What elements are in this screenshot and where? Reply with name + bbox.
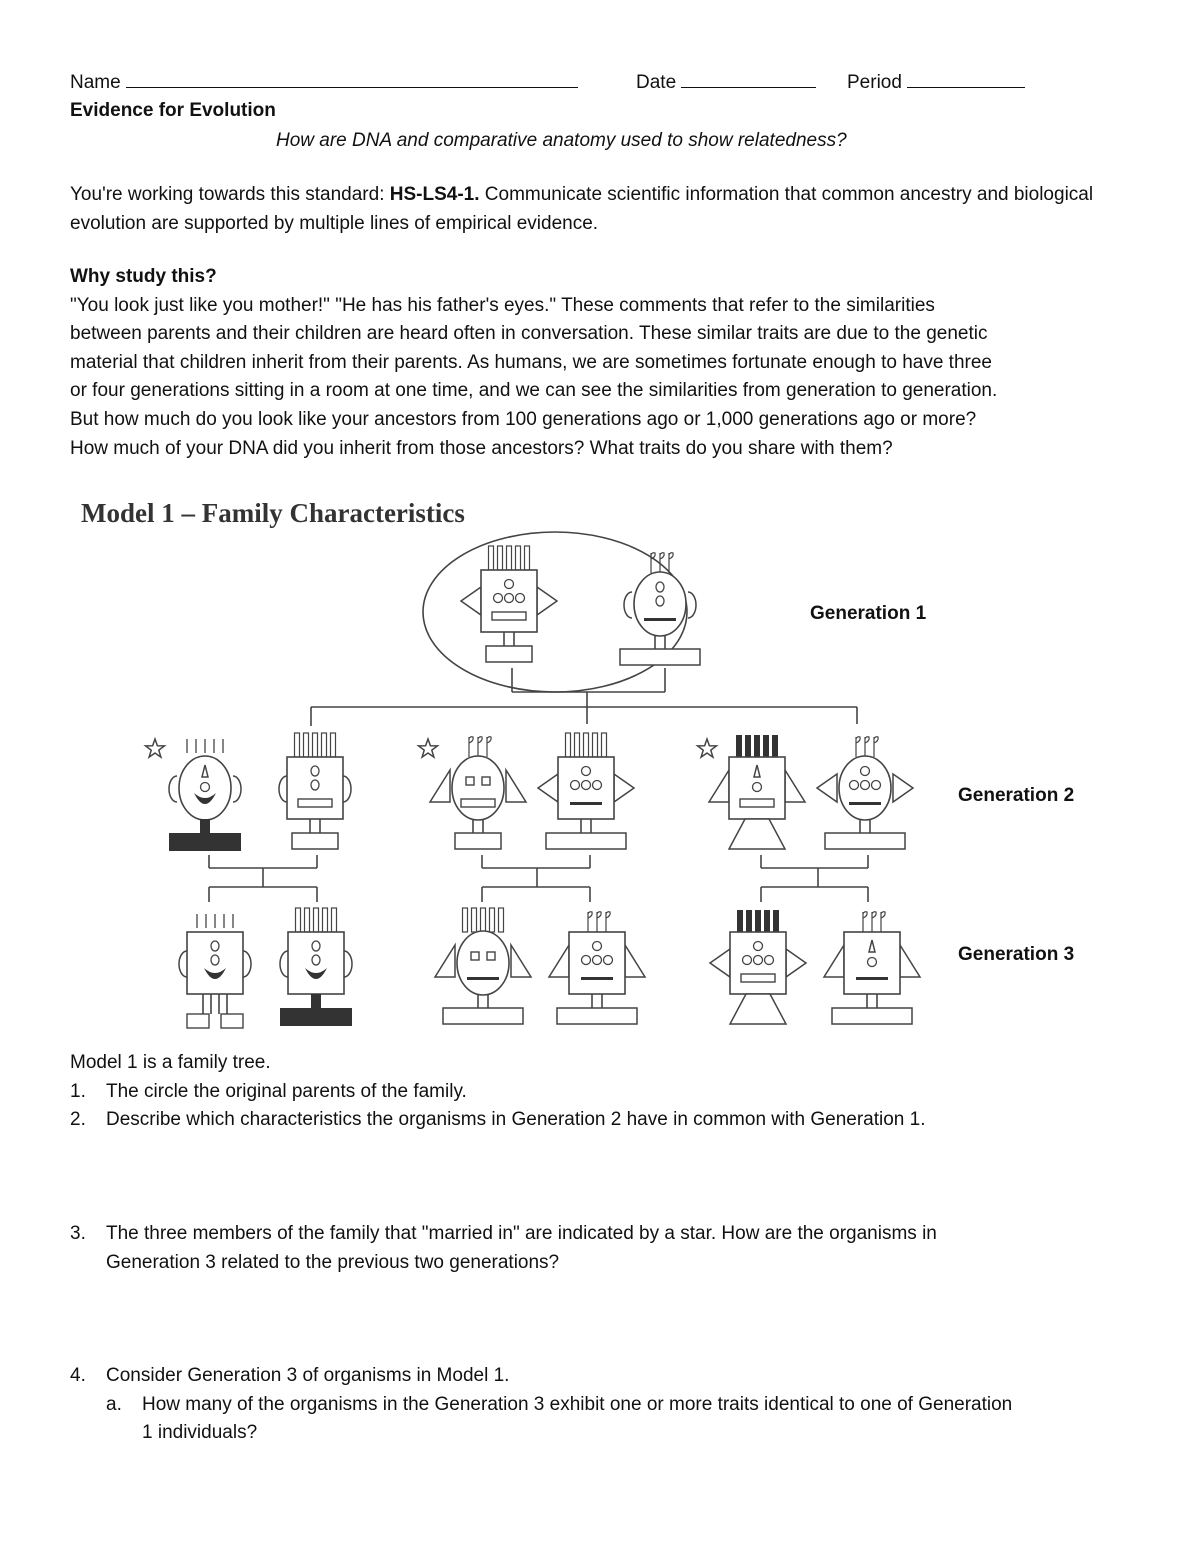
- comb-hair: [314, 908, 319, 932]
- comb-hair: [490, 908, 495, 932]
- question-4: 4. Consider Generation 3 of organisms in Model 1. a. How many of the organisms in the Generation 3 exhibit one or more traits identical to one of Generation 1 individuals?: [70, 1365, 1013, 1444]
- round-ear: [624, 592, 632, 618]
- foot: [187, 1014, 209, 1028]
- round-ear: [179, 951, 187, 977]
- organism: [549, 912, 645, 1024]
- curly-hair: [651, 553, 655, 573]
- wing-ear: [900, 945, 920, 977]
- why-heading: Why study this?: [70, 266, 217, 287]
- why-line: material that children inherit from their parents. As humans, we are sometimes fortunate enough to have three: [70, 351, 992, 373]
- organism: [538, 733, 634, 849]
- curly-hair: [872, 912, 876, 932]
- round-ear: [688, 592, 696, 618]
- round-ear: [243, 951, 251, 977]
- wing-ear: [506, 770, 526, 802]
- organism: [169, 739, 241, 851]
- question-1: 1. The circle the original parents of the family.: [70, 1080, 467, 1102]
- comb-hair: [499, 908, 504, 932]
- organism: [179, 914, 251, 1028]
- question-3: 3. The three members of the family that "married in" are indicated by a star. How are the organisms in Generation 3 related to the previous two generations?: [70, 1223, 937, 1273]
- organism: [817, 737, 913, 849]
- bold-hair: [772, 735, 778, 757]
- comb-hair: [566, 733, 571, 757]
- line-mouth: [644, 618, 676, 621]
- comb-hair: [304, 733, 309, 757]
- curly-hair: [874, 737, 878, 757]
- bold-hair: [754, 735, 760, 757]
- model-intro: Model 1 is a family tree.: [70, 1052, 271, 1073]
- triangle-ear: [893, 774, 913, 802]
- wing-ear: [430, 770, 450, 802]
- curly-hair: [863, 912, 867, 932]
- organism: [824, 912, 920, 1024]
- why-line: How much of your DNA did you inherit from those ancestors? What traits do you share with them?: [70, 437, 893, 459]
- pedestal-base: [455, 833, 501, 849]
- line-mouth: [849, 802, 881, 805]
- bold-hair: [737, 910, 743, 932]
- dark-base: [169, 833, 241, 851]
- generation-2-label: Generation 2: [958, 785, 1075, 806]
- comb-hair: [332, 908, 337, 932]
- bold-hair: [745, 735, 751, 757]
- pedestal-base: [825, 833, 905, 849]
- organism: [620, 553, 700, 665]
- curly-hair: [669, 553, 673, 573]
- organism: [280, 908, 352, 1026]
- organism: [430, 737, 526, 849]
- foot: [221, 1014, 243, 1028]
- comb-hair: [323, 908, 328, 932]
- standard-intro: You're working towards this standard:: [70, 184, 385, 205]
- dark-neck: [200, 819, 210, 833]
- triangle-ear: [538, 774, 558, 802]
- wing-ear: [511, 945, 531, 977]
- bold-hair: [736, 735, 742, 757]
- name-label: Name: [70, 72, 121, 93]
- cone-base: [729, 819, 785, 849]
- triangle-ear: [537, 587, 557, 615]
- comb-hair: [313, 733, 318, 757]
- round-ear: [343, 776, 351, 802]
- bold-hair: [763, 735, 769, 757]
- organism: [461, 546, 557, 662]
- round-ear: [169, 776, 177, 802]
- wing-ear: [549, 945, 569, 977]
- generation-3-label: Generation 3: [958, 944, 1075, 965]
- generation-1-label: Generation 1: [810, 603, 927, 624]
- star-icon: [698, 739, 717, 757]
- organism: [710, 910, 806, 1024]
- organism: [435, 908, 531, 1024]
- comb-hair: [481, 908, 486, 932]
- standard-text-1: Communicate scientific information that common ancestry and biological: [484, 184, 1094, 205]
- wing-ear: [625, 945, 645, 977]
- comb-hair: [305, 908, 310, 932]
- why-line: "You look just like you mother!" "He has his father's eyes." These comments that refer to the similarities: [70, 294, 935, 316]
- why-line: But how much do you look like your ancestors from 100 generations ago or 1,000 generations ago or more?: [70, 408, 977, 430]
- why-line: between parents and their children are heard often in conversation. These similar traits are due to the genetic: [70, 323, 988, 345]
- round-ear: [233, 776, 241, 802]
- pedestal-base: [832, 1008, 912, 1024]
- triangle-ear: [786, 949, 806, 977]
- comb-hair: [463, 908, 468, 932]
- period-label: Period: [847, 72, 902, 93]
- comb-hair: [322, 733, 327, 757]
- pedestal-base: [546, 833, 626, 849]
- line-mouth: [467, 977, 499, 980]
- comb-hair: [489, 546, 494, 570]
- triangle-ear: [461, 587, 481, 615]
- bold-hair: [746, 910, 752, 932]
- comb-hair: [331, 733, 336, 757]
- comb-hair: [602, 733, 607, 757]
- model-title: Model 1 – Family Characteristics: [81, 498, 465, 528]
- curly-hair: [469, 737, 473, 757]
- bold-hair: [764, 910, 770, 932]
- round-head: [457, 931, 509, 995]
- comb-hair: [516, 546, 521, 570]
- organism: [709, 735, 805, 849]
- standard-code: HS-LS4-1.: [389, 184, 480, 205]
- why-line: or four generations sitting in a room at one time, and we can see the similarities from generation to generation.: [70, 380, 998, 402]
- date-label: Date: [636, 72, 677, 93]
- triangle-ear: [817, 774, 837, 802]
- round-head: [839, 756, 891, 820]
- pedestal-base: [292, 833, 338, 849]
- comb-hair: [498, 546, 503, 570]
- comb-hair: [472, 908, 477, 932]
- question-2: 2. Describe which characteristics the organisms in Generation 2 have in common with Generation 1.: [70, 1109, 926, 1131]
- cone-base: [730, 994, 786, 1024]
- dark-base: [280, 1008, 352, 1026]
- pedestal-base: [486, 646, 532, 662]
- pedestal-base: [620, 649, 700, 665]
- organism: [279, 733, 351, 849]
- comb-hair: [593, 733, 598, 757]
- question-4a: a. How many of the organisms in the Generation 3 exhibit one or more traits identical to one of Generation: [106, 1393, 1013, 1415]
- curly-hair: [588, 912, 592, 932]
- curly-hair: [865, 737, 869, 757]
- round-ear: [344, 951, 352, 977]
- triangle-ear: [710, 949, 730, 977]
- round-ear: [280, 951, 288, 977]
- bold-hair: [755, 910, 761, 932]
- questions-block: [70, 1049, 926, 1135]
- comb-hair: [584, 733, 589, 757]
- page-title: Evidence for Evolution: [70, 100, 276, 121]
- comb-hair: [575, 733, 580, 757]
- wing-ear: [435, 945, 455, 977]
- line-mouth: [856, 977, 888, 980]
- wing-ear: [785, 770, 805, 802]
- triangle-ear: [614, 774, 634, 802]
- wing-ear: [709, 770, 729, 802]
- comb-hair: [296, 908, 301, 932]
- bold-hair: [773, 910, 779, 932]
- curly-hair: [597, 912, 601, 932]
- curly-hair: [660, 553, 664, 573]
- round-head: [452, 756, 504, 820]
- dark-neck: [311, 994, 321, 1008]
- curly-hair: [606, 912, 610, 932]
- comb-hair: [525, 546, 530, 570]
- star-icon: [419, 739, 438, 757]
- curly-hair: [487, 737, 491, 757]
- line-mouth: [581, 977, 613, 980]
- comb-hair: [295, 733, 300, 757]
- round-ear: [279, 776, 287, 802]
- curly-hair: [856, 737, 860, 757]
- wing-ear: [824, 945, 844, 977]
- guiding-question: How are DNA and comparative anatomy used to show relatedness?: [276, 130, 847, 151]
- line-mouth: [570, 802, 602, 805]
- standard-text-2: evolution are supported by multiple lines of empirical evidence.: [70, 212, 599, 234]
- curly-hair: [478, 737, 482, 757]
- comb-hair: [507, 546, 512, 570]
- curly-hair: [881, 912, 885, 932]
- pedestal-base: [443, 1008, 523, 1024]
- pedestal-base: [557, 1008, 637, 1024]
- star-icon: [146, 739, 165, 757]
